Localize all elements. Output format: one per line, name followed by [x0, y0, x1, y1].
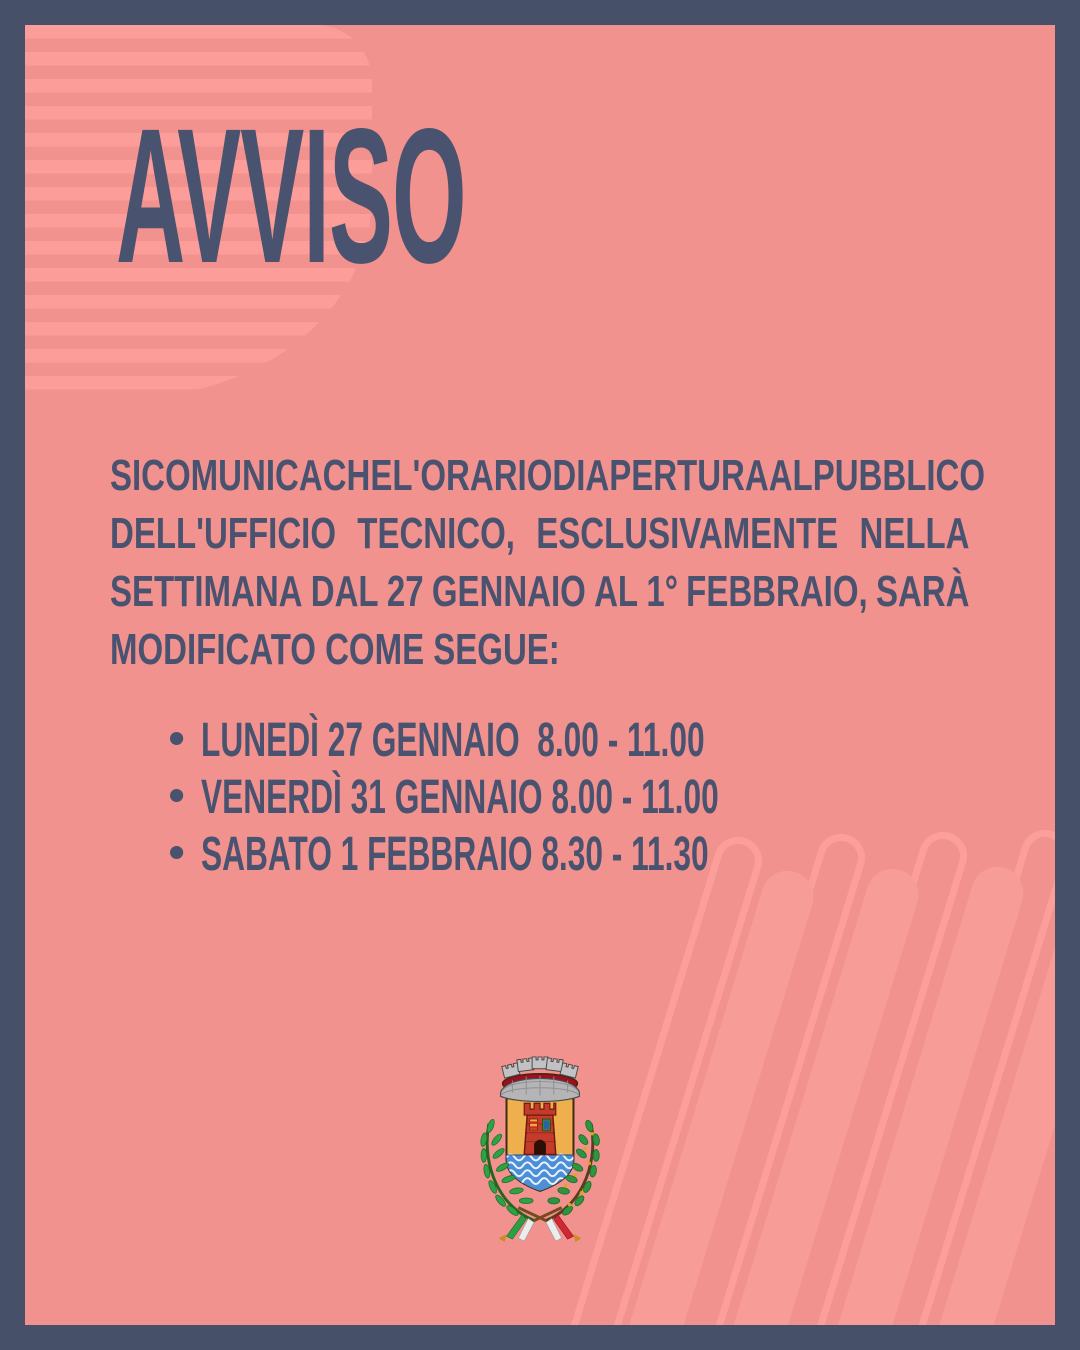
paragraph-word: L'ORARIO — [392, 451, 553, 500]
paragraph-word: TECNICO, — [357, 509, 515, 558]
paragraph-word: AL — [768, 451, 813, 500]
schedule-item-text: VENERDÌ 31 GENNAIO 8.00 - 11.00 — [201, 771, 719, 824]
paragraph-word: 1° — [646, 567, 678, 616]
paragraph-word: SI — [110, 451, 142, 500]
bullet-icon — [170, 789, 183, 802]
paragraph-word: FEBBRAIO, — [686, 567, 868, 616]
paragraph-line — [110, 447, 986, 505]
paragraph-word: SETTIMANA — [110, 567, 303, 616]
schedule-item-text: SABATO 1 FEBBRAIO 8.30 - 11.30 — [201, 828, 709, 881]
paragraph-word: DELL'UFFICIO — [110, 509, 336, 558]
schedule-list — [170, 712, 719, 883]
paragraph-word: APERTURA — [585, 451, 769, 500]
paragraph-word: AL — [594, 567, 639, 616]
bullet-icon — [170, 846, 183, 859]
notice-paragraph — [110, 447, 986, 679]
bullet-icon — [170, 732, 183, 745]
paragraph-word: DI — [552, 451, 586, 500]
schedule-item — [170, 712, 705, 769]
paragraph-word: 27 — [386, 567, 424, 616]
page-title: AVVISO — [116, 88, 466, 303]
schedule-item — [170, 826, 709, 883]
schedule-item — [170, 769, 719, 826]
paragraph-word: ESCLUSIVAMENTE — [536, 509, 839, 558]
paragraph-word: NELLA — [859, 509, 970, 558]
paragraph-word: DAL — [310, 567, 379, 616]
paragraph-word: PUBBLICO — [812, 451, 986, 500]
paragraph-word: SARÀ — [875, 567, 970, 616]
poster-page — [25, 25, 1055, 1325]
crest-container — [110, 1053, 970, 1250]
poster-content — [25, 25, 1055, 1250]
paragraph-line — [110, 563, 970, 621]
paragraph-word: CHE — [322, 451, 393, 500]
schedule-item-text: LUNEDÌ 27 GENNAIO 8.00 - 11.00 — [201, 714, 705, 767]
paragraph-word: GENNAIO — [431, 567, 586, 616]
paragraph-line — [110, 505, 970, 563]
paragraph-word: COMUNICA — [141, 451, 323, 500]
paragraph-line: MODIFICATO COME SEGUE: — [110, 625, 560, 674]
municipal-coat-of-arms-icon — [451, 1053, 629, 1250]
